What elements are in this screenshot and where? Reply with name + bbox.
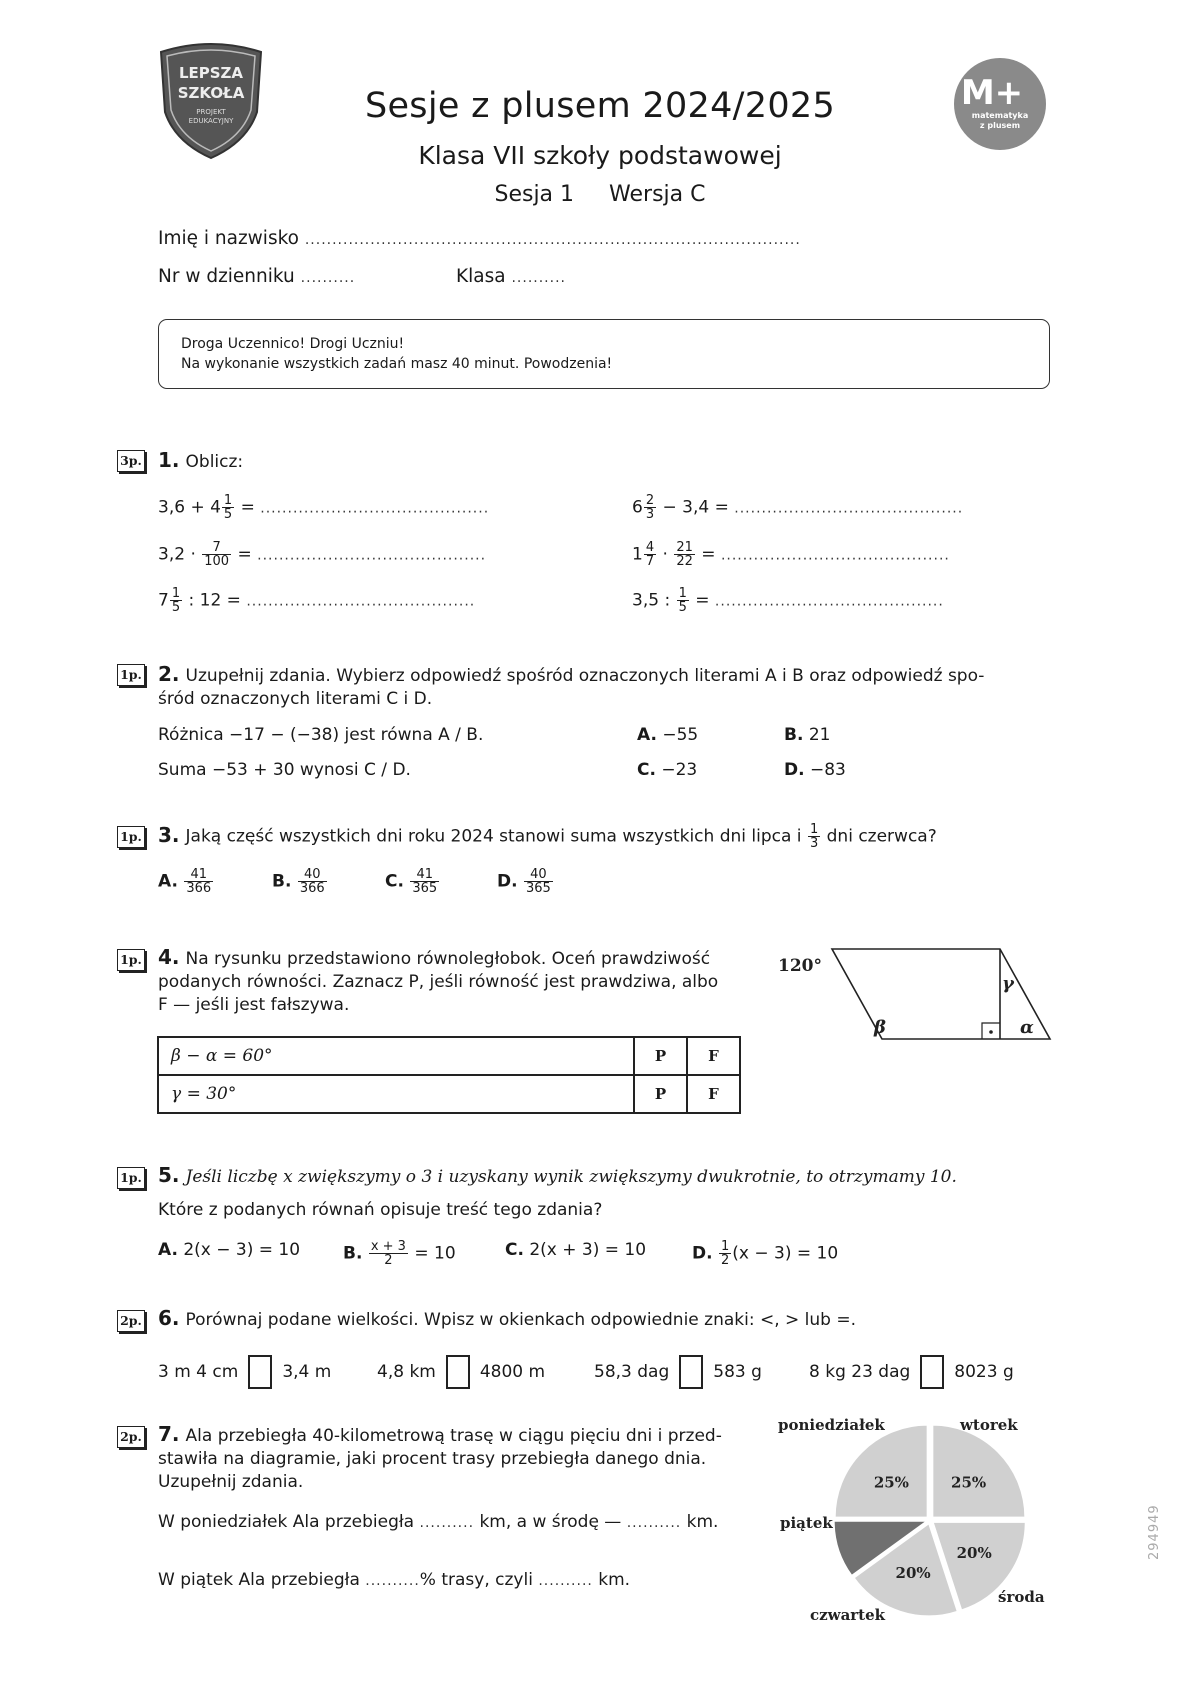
pie-value-label-1: 20% [956,1544,992,1563]
note-line1: Droga Uczennico! Drogi Uczniu! [181,336,405,352]
q4-number: 4. [158,945,180,969]
q4-row-1-expr: β − α = 60° [158,1037,634,1075]
page-title: Sesje z plusem 2024/2025 [364,86,836,126]
q7-header [158,1423,758,1494]
q4-text-2: podanych równości. Zaznacz P, jeśli równość jest prawdziwa, albo [158,972,719,992]
q2-option-d[interactable]: D. −83 [784,760,846,780]
pie-slice-4 [835,1425,927,1517]
pie-category-label-3: piątek [780,1514,833,1532]
pie-slice-0 [933,1425,1025,1517]
q3-header: 3. Jaką część wszystkich dni roku 2024 stanowi suma wszystkich dni lipca i $\frac{1}{3}$ dni czerwca? [158,822,937,851]
q7-text-2: stawiła na diagramie, jaki procent trasy przebiegła danego dnia. [158,1449,707,1469]
pie-chart [770,1410,1070,1630]
q4-text-3: F — jeśli jest fałszywa. [158,995,350,1015]
page-subtitle: Klasa VII szkoły podstawowej [418,141,782,170]
q7-answer-2[interactable]: .......... [626,1515,682,1531]
q3-text-end: dni czerwca? [826,826,937,847]
q1-item-5-answer[interactable]: .......................................... [246,593,476,610]
pie-category-label-2: czwartek [810,1606,886,1624]
q4-row-2-p[interactable]: P [634,1075,687,1113]
q5-points-badge: 1p. [117,1167,145,1189]
class-field[interactable] [456,266,566,287]
session-label: Sesja 1 [494,182,575,207]
q1-item-4-answer[interactable]: .......................................... [720,547,950,564]
class-label: Klasa [456,266,506,287]
q6-pair-2: 4,8 km 4800 m [377,1355,545,1389]
q1-text: Oblicz: [185,452,244,472]
q1-points-badge: 3p. [117,450,145,472]
q4-row-2-expr: γ = 30° [158,1075,634,1113]
q3-number: 3. [158,822,180,847]
q3-points-badge: 1p. [117,826,145,848]
q3-text: Jaką część wszystkich dni roku 2024 stanowi suma wszystkich dni lipca i [185,826,802,847]
q4-row-1-f[interactable]: F [687,1037,740,1075]
q7-text-1: Ala przebiegła 40-kilometrową trasę w ciągu pięciu dni i przed- [185,1426,722,1446]
pie-value-label-4: 25% [873,1473,909,1492]
q6-answer-box-2[interactable] [446,1355,470,1389]
table-row [158,1037,740,1075]
q5-question: Które z podanych równań opisuje treść tego zdania? [158,1200,603,1220]
pie-category-label-0: wtorek [960,1416,1018,1434]
q5-text: Jeśli liczbę x zwiększymy o 3 i uzyskany wynik zwiększymy dwukrotnie, to otrzymamy 10. [185,1167,957,1187]
q3-option-a[interactable]: A. $\frac{41}{366}$ [158,867,212,896]
session-line [0,182,1200,207]
logo-left-line4: EDUKACYJNY [188,117,234,125]
q6-header [158,1307,856,1332]
number-dots: .......... [300,270,356,286]
pie-value-label-0: 25% [951,1473,987,1492]
q6-answer-box-1[interactable] [248,1355,272,1389]
q1-item-1: 3,6 + 4 $\frac{1}{5}$ = .......................................... [158,493,490,522]
q7-number: 7. [158,1422,180,1446]
q6-pair-4: 8 kg 23 dag 8023 g [809,1355,1014,1389]
q5-number: 5. [158,1163,180,1187]
q5-option-b[interactable]: B. $\frac{x + 3}{2}$ = 10 [343,1239,456,1268]
name-dots: ........................................................................................... [304,232,801,248]
q4-table [157,1036,741,1114]
logo-right-mark: M+ [960,73,1024,113]
q1-item-3: 3,2 · $\frac{7}{100}$ = .......................................... [158,540,487,569]
logo-right-line1: matematyka [971,111,1029,120]
note-line2: Na wykonanie wszystkich zadań masz 40 minut. Powodzenia! [181,356,613,372]
logo-right-line2: z plusem [979,121,1021,130]
parallelogram-figure [770,945,1060,1045]
q7-text-3: Uzupełnij zdania. [158,1472,304,1492]
alpha-label: α [1020,1017,1034,1038]
q3-option-b[interactable]: B. $\frac{40}{366}$ [272,867,325,896]
q3-option-d[interactable]: D. $\frac{40}{365}$ [497,867,551,896]
q6-pair-1: 3 m 4 cm 3,4 m [158,1355,331,1389]
q6-number: 6. [158,1306,180,1330]
pie-value-label-2: 20% [895,1563,931,1582]
number-field[interactable] [158,266,355,287]
q1-number: 1. [158,448,180,472]
q1-item-6-answer[interactable]: .......................................... [714,593,944,610]
q1-item-4: 1 $\frac{4}{7}$ · $\frac{21}{22}$ = .......................................... [632,540,950,569]
q3-option-c[interactable]: C. $\frac{41}{365}$ [385,867,438,896]
q4-text-1: Na rysunku przedstawiono równoległobok. Oceń prawdziwość [185,949,711,969]
table-row [158,1075,740,1113]
q1-item-1-answer[interactable]: .......................................... [260,500,490,517]
gamma-label: γ [1002,973,1014,994]
q4-row-2-f[interactable]: F [687,1075,740,1113]
logo-left-line2: SZKOŁA [177,84,245,102]
q5-option-c[interactable]: C. 2(x + 3) = 10 [505,1240,647,1260]
q7-points-badge: 2p. [117,1426,145,1448]
q5-header [158,1164,957,1189]
name-field[interactable] [158,228,801,249]
logo-left-line1: LEPSZA [178,64,244,82]
q1-item-3-answer[interactable]: .......................................... [257,547,487,564]
q2-header [158,663,1053,711]
q7-answer-1[interactable]: .......... [419,1515,475,1531]
q6-pair-3: 58,3 dag 583 g [594,1355,762,1389]
number-label: Nr w dzienniku [158,266,295,287]
q5-option-d[interactable]: D. $\frac{1}{2}$ (x − 3) = 10 [692,1239,839,1268]
q6-answer-box-3[interactable] [679,1355,703,1389]
q2-option-c[interactable]: C. −23 [637,760,698,780]
q4-header [158,946,748,1017]
q2-number: 2. [158,662,180,686]
class-dots: .......... [511,270,566,286]
name-label: Imię i nazwisko [158,228,299,249]
q5-option-a[interactable]: A. 2(x − 3) = 10 [158,1240,301,1260]
q1-item-5: 7 $\frac{1}{5}$ : 12 = .......................................... [158,586,476,615]
q2-sentence-1: Różnica −17 − (−38) jest równa A / B. [158,725,484,745]
q7-sentence-1: W poniedziałek Ala przebiegła .......... km, a w środę — .......... km. [158,1512,719,1532]
q1-header [158,449,243,474]
q4-row-1-p[interactable]: P [634,1037,687,1075]
q2-option-a[interactable]: A. −55 [637,725,699,745]
pie-category-label-1: środa [998,1588,1045,1606]
document-code: 294949 [1147,1504,1162,1560]
q2-text-2: śród oznaczonych literami C i D. [158,689,433,709]
q6-answer-box-4[interactable] [920,1355,944,1389]
q7-answer-3[interactable]: .......... [365,1573,420,1589]
version-label: Wersja C [609,182,706,207]
beta-label: β [874,1017,886,1038]
q1-item-2-answer[interactable]: .......................................... [734,500,964,517]
q2-points-badge: 1p. [117,664,145,686]
q6-text: Porównaj podane wielkości. Wpisz w okienkach odpowiednie znaki: <, > lub =. [185,1310,857,1330]
angle-120-label: 120° [778,956,822,976]
q2-sentence-2: Suma −53 + 30 wynosi C / D. [158,760,411,780]
q2-option-b[interactable]: B. 21 [784,725,831,745]
q2-text: Uzupełnij zdania. Wybierz odpowiedź spośród oznaczonych literami A i B oraz odpowiedź spo- [185,666,985,686]
q4-points-badge: 1p. [117,949,145,971]
q7-answer-4[interactable]: .......... [538,1573,593,1589]
q1-item-2: 6 $\frac{2}{3}$ − 3,4 = .......................................... [632,493,964,522]
q6-points-badge: 2p. [117,1310,145,1332]
instructions-box [158,319,1050,389]
q1-item-6: 3,5 : $\frac{1}{5}$ = .......................................... [632,586,944,615]
pie-category-label-4: poniedziałek [778,1416,885,1434]
logo-left-line3: PROJEKT [196,108,226,116]
q7-sentence-2: W piątek Ala przebiegła ..........% trasy, czyli .......... km. [158,1570,631,1590]
